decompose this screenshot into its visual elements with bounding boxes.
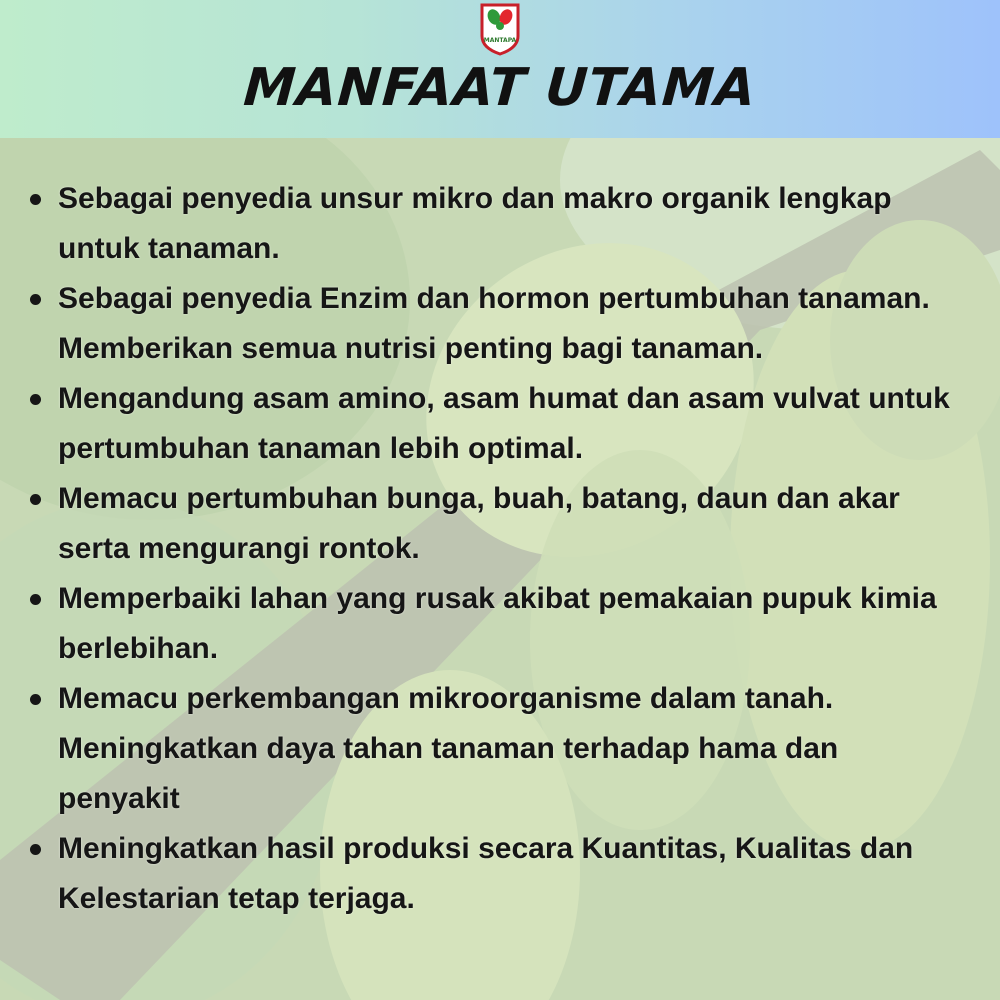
- benefit-item: [28, 574, 968, 674]
- benefit-item: [28, 824, 968, 924]
- benefit-text: Memacu perkembangan mikroorganisme dalam tanah. Meningkatkan daya tahan tanaman terhadap hama dan penyakit: [58, 682, 839, 815]
- benefit-text: Mengandung asam amino, asam humat dan asam vulvat untuk pertumbuhan tanaman lebih optimal.: [58, 382, 950, 465]
- bullet-icon: [30, 294, 41, 305]
- benefit-item: [28, 474, 968, 574]
- benefit-item: [28, 274, 968, 374]
- benefit-text: Meningkatkan hasil produksi secara Kuantitas, Kualitas dan Kelestarian tetap terjaga.: [58, 832, 914, 915]
- bullet-icon: [30, 594, 41, 605]
- bullet-icon: [30, 494, 41, 505]
- benefit-text: Memacu pertumbuhan bunga, buah, batang, daun dan akar serta mengurangi rontok.: [58, 482, 900, 565]
- bullet-icon: [30, 844, 41, 855]
- benefit-text: Memperbaiki lahan yang rusak akibat pemakaian pupuk kimia berlebihan.: [58, 582, 937, 665]
- benefit-item: [28, 674, 968, 824]
- bullet-icon: [30, 694, 41, 705]
- benefits-list: [28, 174, 968, 924]
- benefit-text: Sebagai penyedia Enzim dan hormon pertumbuhan tanaman. Memberikan semua nutrisi penting bagi tanaman.: [58, 282, 930, 365]
- bullet-icon: [30, 194, 41, 205]
- logo-text: MANTAPA: [483, 37, 517, 44]
- brand-logo: [478, 2, 522, 56]
- benefit-text: Sebagai penyedia unsur mikro dan makro organik lengkap untuk tanaman.: [58, 182, 892, 265]
- page-title: MANFAAT UTAMA: [241, 58, 759, 118]
- bullet-icon: [30, 394, 41, 405]
- benefit-item: [28, 174, 968, 274]
- benefit-item: [28, 374, 968, 474]
- header-banner: [0, 0, 1000, 138]
